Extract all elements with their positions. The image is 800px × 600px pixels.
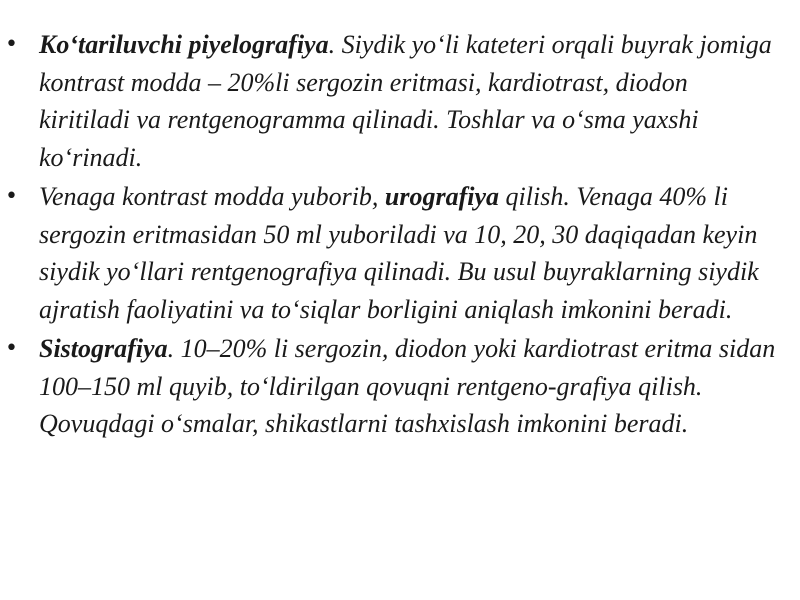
bullet-lead-text: Venaga kontrast modda yuborib, (39, 182, 385, 211)
bullet-body-text: qilish. Venaga 40% li sergozin eritmasidan 50 ml yuboriladi va 10, 20, 30 daqiqadan keyin siydik yo‘llari rentgenografiya qilinadi. Bu usul buyraklarning siydik ajratish faoliyatini va to‘siqlar borligini aniqlash imkonini beradi. (39, 182, 759, 324)
bullet-item-pyelography (0, 26, 800, 176)
bullet-term: Ko‘tariluvchi piyelografiya (39, 30, 329, 59)
bullet-list (0, 26, 800, 445)
bullet-item-urography (0, 178, 800, 328)
bullet-dot-icon: • (5, 336, 18, 361)
bullet-dot-icon: • (5, 184, 18, 209)
bullet-body-text: . Siydik yo‘li kateteri orqali buyrak jomiga kontrast modda – 20%li sergozin eritmasi, kardiotrast, diodon kiritiladi va rentgenogramma qilinadi. Toshlar va o‘sma yaxshi ko‘rinadi. (39, 30, 772, 172)
bullet-item-cystography (0, 330, 800, 443)
bullet-term: urografiya (384, 182, 500, 211)
bullet-term: Sistografiya (39, 334, 168, 363)
bullet-body-text: . 10–20% li sergozin, diodon yoki kardiotrast eritma sidan 100–150 ml quyib, to‘ldirilgan qovuqni rentgeno-grafiya qilish. Qovuqdagi o‘smalar, shikastlarni tashxislash imkonini beradi. (39, 334, 776, 438)
bullet-dot-icon: • (5, 32, 18, 57)
